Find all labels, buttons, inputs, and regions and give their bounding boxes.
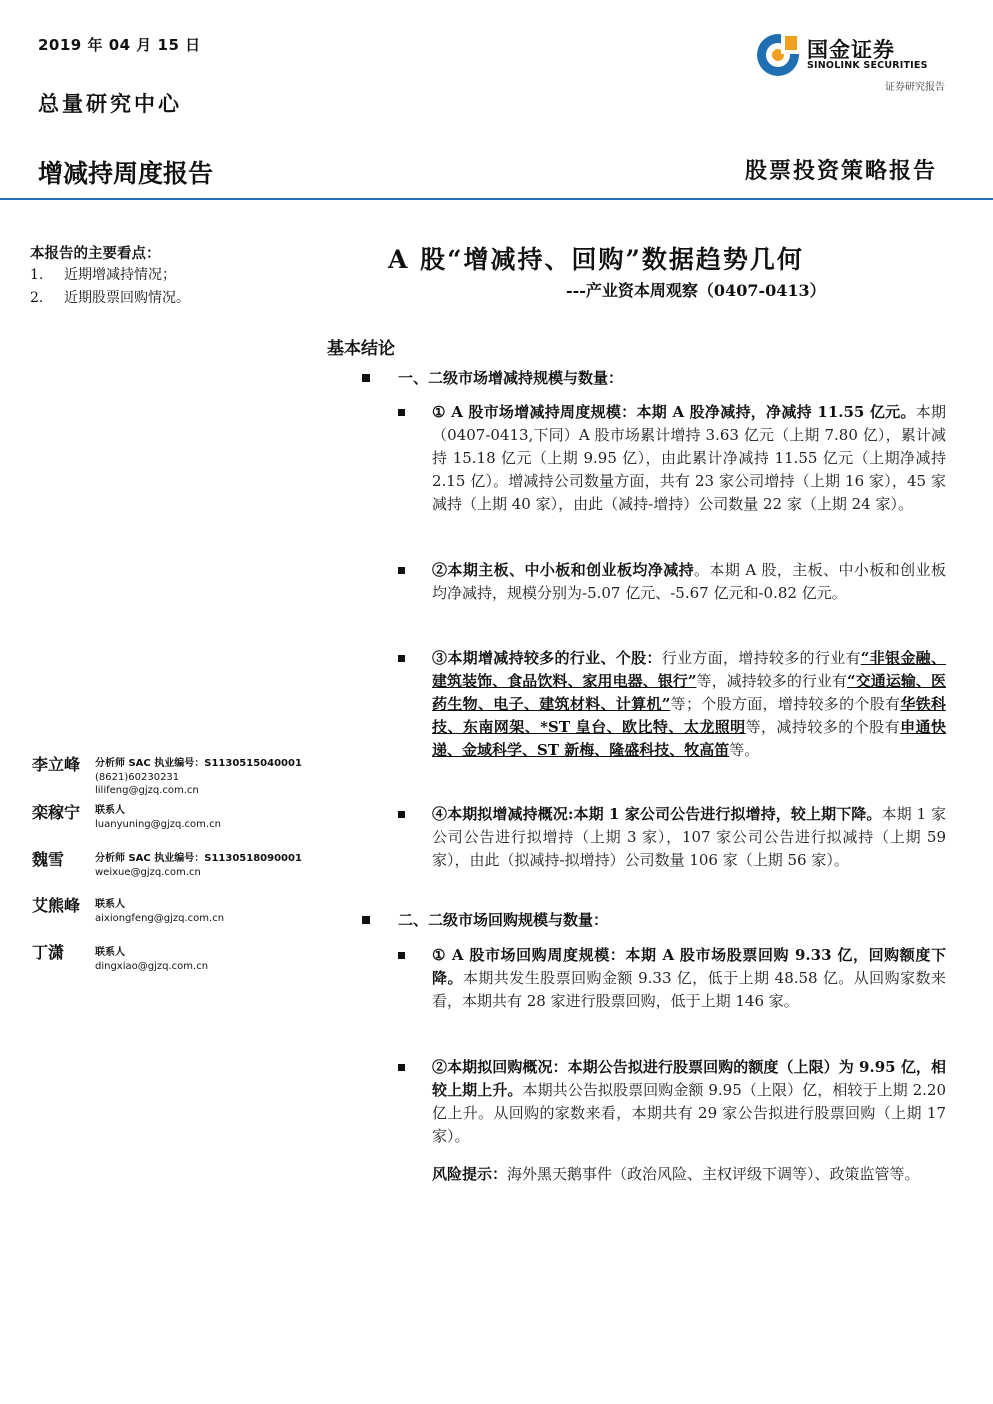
list-item-text: 近期增减持情况； xyxy=(64,267,176,283)
paragraph-lead: ③本期增减持较多的行业、个股： xyxy=(432,649,662,667)
analyst-name: 艾熊峰 xyxy=(32,896,81,915)
section-label: 基本结论 xyxy=(327,339,395,359)
paragraph-body: 本期 1 家公司公告进行拟增持（上期 3 家），107 家公司公告进行拟减持（上期 59 家），由此（拟减持-拟增持）公司数量 106 家（上期 56 家）。 xyxy=(432,805,946,869)
section-heading: 一、二级市场增减持规模与数量： xyxy=(398,369,624,387)
logo-chinese-name: 国金证券 xyxy=(807,38,895,62)
key-points-title: 本报告的主要看点： xyxy=(30,245,161,262)
paragraph-lead: ① A 股市场增减持周度规模：本期 A 股净减持，净减持 11.55 亿元。 xyxy=(432,403,916,421)
logo-english-name: SINOLINK SECURITIES xyxy=(807,60,928,71)
analyst-email[interactable]: aixiongfeng@gjzq.com.cn xyxy=(95,912,225,924)
analyst-email[interactable]: lilifeng@gjzq.com.cn xyxy=(95,785,199,796)
research-center-name: 总量研究中心 xyxy=(38,91,182,116)
analyst-info xyxy=(95,898,224,925)
report-type: 增减持周度报告 xyxy=(38,159,214,188)
paragraph xyxy=(432,803,946,872)
risk-warning xyxy=(432,1163,946,1186)
analyst-phone: (8621)60230231 xyxy=(95,771,180,783)
paragraph-body: 行业方面，增持较多的行业有 xyxy=(661,649,861,667)
list-item-text: 近期股票回购情况。 xyxy=(64,290,190,306)
paragraph-lead: ②本期拟回购概况：本期公告拟进行股票回购的额度（上限）为 9.95 亿，相较上期上升。 xyxy=(432,1058,946,1099)
paragraph xyxy=(432,559,946,605)
bullet-icon xyxy=(398,1064,405,1071)
paragraph-body: 本期共发生股票回购金额 9.33 亿，低于上期 48.58 亿。从回购家数来看，本期共有 28 家进行股票回购，低于上期 146 家。 xyxy=(432,969,946,1010)
analyst-name: 栾稼宁 xyxy=(32,803,81,822)
paragraph-body: 本期共公告拟股票回购金额 9.95（上限）亿，相较于上期 2.20 亿上升。从回购的家数来看，本期共有 29 家公告拟进行股票回购（上期 17 家）。 xyxy=(432,1081,946,1145)
highlighted-industries: “交通运输、医药生物、电子、建筑材料、计算机” xyxy=(432,672,946,713)
report-title: A 股“增减持、回购”数据趋势几何 xyxy=(388,245,804,274)
list-item xyxy=(30,264,190,287)
paragraph xyxy=(432,944,946,1013)
list-item xyxy=(30,287,190,310)
paragraph xyxy=(432,1056,946,1148)
paragraph xyxy=(432,401,946,516)
sinolink-logo-icon xyxy=(755,32,801,78)
paragraph-body: 本期（0407-0413,下同）A 股市场累计增持 3.63 亿元（上期 7.80 亿），累计减持 15.18 亿元（上期 9.95 亿），由此累计净减持 11.55 亿元（上期净减持 2.15 亿）。增减持公司数量方面，共有 23 家公司增持（上期 16 家），45 家减持（上期 40 家），由此（减持-增持）公司数量 22 家（上期 24 家）。 xyxy=(432,403,946,513)
bullet-icon xyxy=(362,916,370,924)
company-logo xyxy=(755,30,945,100)
logo-subtitle: 证券研究报告 xyxy=(885,82,945,93)
analyst-email[interactable]: luanyuning@gjzq.com.cn xyxy=(95,818,221,830)
paragraph-body: 等，减持较多的个股有 xyxy=(745,718,901,736)
analyst-info xyxy=(95,804,221,831)
paragraph-body: 。本期 A 股，主板、中小板和创业板均净减持，规模分别为-5.07 亿元、-5.67 亿元和-0.82 亿元。 xyxy=(432,561,946,602)
analyst-role: 联系人 xyxy=(95,947,125,958)
analyst-role: 分析师 SAC 执业编号：S1130518090001 xyxy=(95,853,302,864)
paragraph-body: 等。 xyxy=(729,741,760,759)
highlighted-industries: “非银金融、建筑装饰、食品饮料、家用电器、银行” xyxy=(432,649,946,690)
bullet-icon xyxy=(362,374,370,382)
paragraph xyxy=(432,647,946,762)
paragraph-lead: ②本期主板、中小板和创业板均净减持 xyxy=(432,561,695,579)
section-heading: 二、二级市场回购规模与数量： xyxy=(398,911,609,929)
highlighted-stocks: 华铁科技、东南网架、*ST 皇台、欧比特、太龙照明 xyxy=(432,695,946,736)
report-category: 股票投资策略报告 xyxy=(744,158,937,184)
analyst-name: 李立峰 xyxy=(32,755,81,774)
analyst-info xyxy=(95,946,208,973)
key-points-list xyxy=(30,264,190,310)
analyst-info xyxy=(95,757,302,798)
bullet-icon xyxy=(398,811,405,818)
analyst-role: 联系人 xyxy=(95,899,125,910)
paragraph-lead: ④本期拟增减持概况:本期 1 家公司公告进行拟增持，较上期下降。 xyxy=(432,805,882,823)
bullet-icon xyxy=(398,655,405,662)
bullet-icon xyxy=(398,409,405,416)
paragraph-body: 等，减持较多的行业有 xyxy=(696,672,848,690)
analyst-role: 分析师 SAC 执业编号：S1130515040001 xyxy=(95,758,302,769)
list-item-number: 1. xyxy=(30,267,44,283)
bullet-icon xyxy=(398,952,405,959)
analyst-email[interactable]: dingxiao@gjzq.com.cn xyxy=(95,960,209,972)
analyst-role: 联系人 xyxy=(95,805,125,816)
highlighted-stocks: 申通快递、金域科学、ST 新梅、隆盛科技、牧高笛 xyxy=(432,718,946,759)
bullet-icon xyxy=(398,567,405,574)
report-subtitle: ---产业资本周观察（0407-0413） xyxy=(566,281,826,300)
risk-text: 海外黑天鹅事件（政治风险、主权评级下调等）、政策监管等。 xyxy=(507,1165,920,1183)
report-date: 2019 年 04 月 15 日 xyxy=(38,36,201,54)
analyst-email[interactable]: weixue@gjzq.com.cn xyxy=(95,866,201,878)
risk-label: 风险提示： xyxy=(432,1165,508,1183)
analyst-info xyxy=(95,852,302,879)
header-divider xyxy=(0,198,993,200)
paragraph-lead: ① A 股市场回购周度规模：本期 A 股市场股票回购 9.33 亿，回购额度下降。 xyxy=(432,946,946,987)
analyst-name: 丁潇 xyxy=(32,943,65,962)
list-item-number: 2. xyxy=(30,290,44,306)
paragraph-body: 等；个股方面，增持较多的个股有 xyxy=(670,695,901,713)
analyst-name: 魏雪 xyxy=(32,850,65,869)
